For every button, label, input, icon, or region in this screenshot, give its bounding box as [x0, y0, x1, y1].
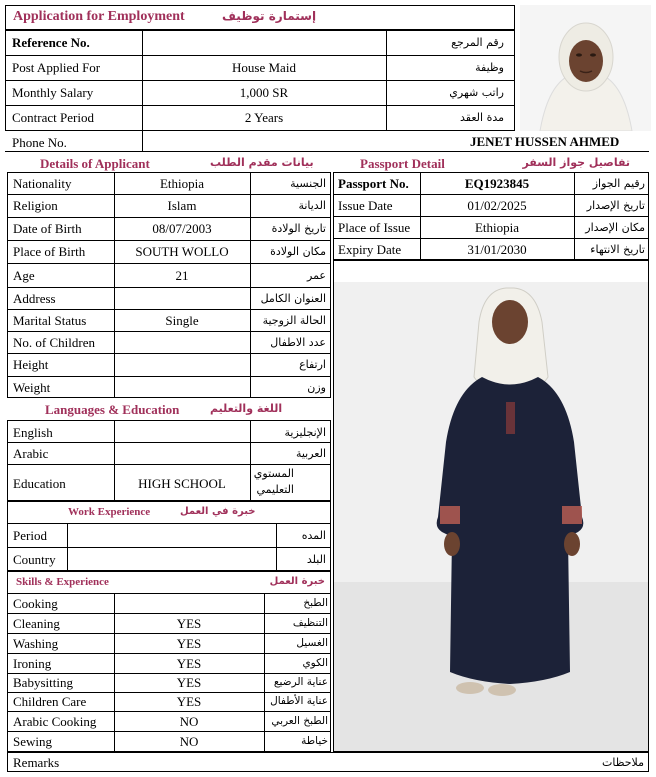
salary-label: Monthly Salary [12, 85, 94, 100]
applicant-row-divider [7, 287, 331, 288]
applicant-field-ar: مكان الولادة [270, 245, 326, 258]
applicant-field-ar: ارتفاع [299, 358, 326, 371]
country-ar: البلد [306, 553, 326, 566]
passport-field-label: Issue Date [338, 198, 393, 213]
applicant-row-divider [7, 309, 331, 310]
salary-value: 1,000 SR [239, 85, 289, 100]
education-value: HIGH SCHOOL [138, 476, 226, 491]
education-ar-2: التعليمي [256, 483, 294, 496]
passport-field-ar: تاريخ الانتهاء [590, 243, 645, 256]
remarks-label: Remarks [13, 755, 60, 770]
skill-value: YES [176, 616, 202, 631]
applicant-field-label: Weight [13, 380, 51, 395]
applicant-field-ar: الجنسية [290, 177, 326, 190]
contract-label: Contract Period [12, 110, 94, 125]
applicant-field-label: Address [13, 291, 56, 306]
skill-value: NO [179, 714, 199, 729]
passport-field-ar: تاريخ الإصدار [586, 199, 645, 212]
applicant-field-label: Place of Birth [13, 244, 86, 259]
post-label: Post Applied For [12, 60, 101, 75]
skills-title-en: Skills & Experience [16, 576, 109, 588]
country-label: Country [13, 552, 56, 567]
arabic-label: Arabic [13, 446, 49, 461]
applicant-title-en: Details of Applicant [40, 156, 150, 171]
contract-ar: مدة العقد [460, 111, 504, 124]
post-value: House Maid [232, 60, 296, 75]
period-label: Period [13, 528, 47, 543]
reference-ar: رقم المرجع [451, 36, 504, 49]
passport-field-ar: رقيم الجواز [592, 177, 645, 190]
applicant-field-ar: الديانة [298, 199, 326, 212]
applicant-field-label: No. of Children [13, 335, 95, 350]
arabic-ar: العربية [295, 447, 326, 460]
skill-ar: الغسيل [296, 637, 328, 649]
skills-row-divider [7, 613, 331, 614]
applicant-portrait [520, 5, 651, 131]
skill-ar: خياطة [301, 735, 328, 747]
applicant-field-label: Date of Birth [13, 221, 82, 236]
applicant-field-label: Marital Status [13, 313, 87, 328]
applicant-field-ar: العنوان الكامل [260, 292, 326, 305]
title-en: Application for Employment [13, 9, 185, 24]
english-ar: الإنجليزية [284, 426, 326, 439]
passport-field-value: 31/01/2030 [467, 242, 527, 257]
passport-field-label: Expiry Date [338, 242, 402, 257]
english-label: English [13, 425, 53, 440]
skills-row-divider [7, 633, 331, 634]
applicant-field-value: 08/07/2003 [152, 221, 212, 236]
applicant-row-divider [7, 240, 331, 241]
applicant-row-divider [7, 353, 331, 354]
skill-label: Washing [13, 636, 59, 651]
skill-ar: الكوي [302, 657, 328, 669]
skill-label: Children Care [13, 694, 87, 709]
skill-ar: عناية الرضيع [273, 676, 328, 688]
applicant-field-label: Age [13, 268, 35, 283]
applicant-field-value: Ethiopia [159, 176, 205, 191]
skills-row-divider [7, 692, 331, 693]
applicant-field-ar: وزن [307, 381, 326, 394]
salary-ar: راتب شهري [449, 86, 504, 99]
passport-title-ar: تفاصيل جواز السفر [522, 156, 630, 169]
applicant-field-label: Nationality [13, 176, 72, 191]
passport-field-value: Ethiopia [474, 220, 520, 235]
work-title-ar: خبرة في العمل [180, 506, 256, 517]
applicant-full-photo [334, 282, 648, 751]
applicant-field-ar: عمر [307, 269, 326, 282]
applicant-row-divider [7, 331, 331, 332]
skill-label: Sewing [13, 734, 52, 749]
applicant-field-ar: عدد الاطفال [270, 336, 326, 349]
passport-field-value: 01/02/2025 [467, 198, 527, 213]
applicant-row-divider [7, 194, 331, 195]
applicant-field-label: Religion [13, 198, 58, 213]
applicant-title-ar: بيانات مقدم الطلب [210, 156, 314, 169]
contract-value: 2 Years [244, 110, 284, 125]
skills-row-divider [7, 653, 331, 654]
applicant-field-label: Height [13, 357, 49, 372]
education-ar-1: المستوي [253, 467, 294, 480]
passport-field-value: EQ1923845 [464, 176, 530, 191]
skill-label: Arabic Cooking [13, 714, 97, 729]
post-ar: وظيفة [475, 61, 504, 74]
skills-row-divider [7, 731, 331, 732]
skill-value: YES [176, 656, 202, 671]
skill-ar: الطبخ [303, 597, 328, 609]
applicant-field-ar: تاريخ الولادة [271, 222, 326, 235]
remarks-ar: ملاحظات [602, 756, 644, 769]
applicant-field-ar: الحالة الزوجية [262, 314, 326, 327]
reference-label: Reference No. [12, 35, 90, 50]
applicant-row-divider [7, 217, 331, 218]
skill-value: YES [176, 675, 202, 690]
passport-field-label: Passport No. [338, 176, 409, 191]
languages-title-ar: اللغة والتعليم [210, 402, 283, 415]
skill-value: YES [176, 694, 202, 709]
applicant-field-value: Single [165, 313, 199, 328]
languages-title-en: Languages & Education [45, 402, 180, 417]
skill-ar: التنظيف [292, 617, 328, 629]
skill-label: Cooking [13, 596, 58, 611]
period-ar: المده [301, 529, 326, 542]
applicant-row-divider [7, 263, 331, 264]
applicant-row-divider [7, 376, 331, 377]
title-ar: إستمارة توظيف [222, 9, 317, 23]
skill-label: Babysitting [13, 675, 73, 690]
skill-ar: عناية الأطفال [270, 695, 328, 707]
skills-title-ar: خبرة العمل [269, 576, 325, 587]
work-title-en: Work Experience [68, 506, 151, 518]
skills-row-divider [7, 711, 331, 712]
skill-value: NO [179, 734, 199, 749]
applicant-field-value: 21 [175, 268, 189, 283]
skill-label: Ironing [13, 656, 52, 671]
applicant-field-value: SOUTH WOLLO [135, 244, 229, 259]
skills-row-divider [7, 673, 331, 674]
skill-value: YES [176, 636, 202, 651]
applicant-name: JENET HUSSEN AHMED [470, 134, 620, 149]
skill-label: Cleaning [13, 616, 60, 631]
passport-title-en: Passport Detail [360, 156, 445, 171]
skill-ar: الطبخ العربي [271, 715, 328, 727]
passport-field-label: Place of Issue [338, 220, 411, 235]
applicant-field-value: Islam [167, 198, 197, 213]
phone-label: Phone No. [12, 135, 67, 150]
education-label: Education [13, 476, 66, 491]
passport-field-ar: مكان الإصدار [585, 221, 645, 234]
